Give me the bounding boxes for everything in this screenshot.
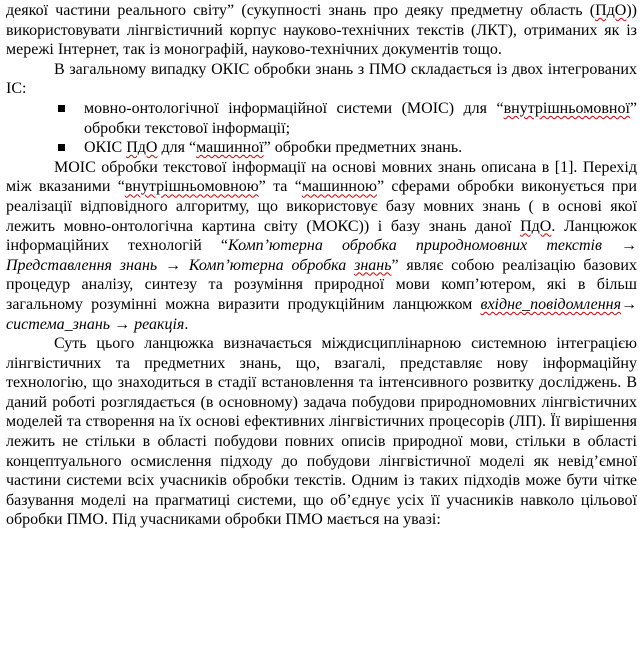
text-run: ОКІС: [84, 139, 127, 157]
misspelled-word: внутрішньомовної: [503, 99, 630, 117]
misspelled-word: машинної: [196, 139, 264, 157]
square-bullet-icon: [58, 105, 65, 112]
italic-text: Комп’ютерна обробка природномовних текстів → Представлення знань → Комп’ютерна обробка: [6, 237, 638, 274]
square-bullet-icon: [58, 144, 65, 151]
misspelled-word: ПдО: [595, 2, 627, 19]
misspelled-word: знань: [354, 256, 392, 274]
text-run: ” обробки предметних знань.: [263, 139, 463, 157]
paragraph-2: В загальному випадку ОКІС обробки знань з ПМО складається із двох інтегрованих ІС:: [6, 60, 637, 98]
paragraph-3: [6, 158, 637, 334]
text-run: ” сферами обробки виконується при реалізації відповідного алгоритму, що використовує базу мовних знань ( в основі якої лежить мовно-онтологічна картина світу (МОКС)) і базу знань даної: [6, 178, 637, 235]
italic-text: → система_знань → реакція: [6, 295, 637, 333]
text-run: ” являє собою реалізацію базових процедур аналізу, синтезу та розуміння природної мови комп’ютером, які в більш загальному розумінні можна виразити продукційним ланцюжком: [6, 256, 637, 313]
paragraph-1: [6, 1, 637, 60]
paragraph-4: Суть цього ланцюжка визначається міждисциплінарною системною інтеграцією лінгвістичних та предметних знань, що, взагалі, представляє нову інформаційну технологію, що знаходиться в стадії встановлення та інтенсивного розвитку досліджень. В даний роботі розглядається (в основному) задача побудови природномовних лінгвістичних моделей та створення на їх основі ефективних лінгвістичних процесорів (ЛП). Її вирішення лежить не стільки в області побудови повних описів природної мови, стільки в області концептуального осмислення підходу до побудови лінгвістичної моделі як невід’ємної частини системи всіх учасників обробки текстів. Одним із таких підходів може бути чітке базування моделі на прагматиці системи, що об’єднує усіх її учасників навколо цільової обробки ПМО. Під учасниками обробки ПМО мається на увазі:: [6, 335, 637, 529]
text-run: МОІС обробки текстової інформації на основі мовних знань описана в [1]. Перехід між вказаними “: [6, 158, 637, 196]
text-run: деякої частини реального світу” (сукупності знань про деяку предметну область (: [6, 2, 596, 19]
text-run: .: [184, 315, 189, 333]
misspelled-word: машинною: [301, 178, 377, 196]
list-item: [6, 99, 637, 138]
text-run: ” обробки текстової інформації;: [84, 99, 637, 137]
misspelled-word: ПдО: [126, 139, 158, 157]
text-run: ” та “: [258, 178, 302, 196]
text-run: . Ланцюжок інформаційних технологій “: [6, 217, 638, 255]
bullet-list: [6, 99, 637, 158]
misspelled-word: ПдО: [520, 217, 552, 235]
misspelled-word: внутрішньомовною: [124, 178, 259, 196]
misspelled-word: вхідне_повідомлення: [480, 295, 621, 313]
text-run: мовно-онтологічної інформаційної системи (МОІС) для “: [84, 99, 504, 117]
text-run: )) використовувати лінгвістичний корпус науково-технічних текстів (ЛКТ), отриманих як із мережі Інтернет, так із монографій, науково-технічних документів тощо.: [6, 2, 637, 59]
list-item: [6, 138, 637, 158]
text-run: для “: [157, 139, 197, 157]
